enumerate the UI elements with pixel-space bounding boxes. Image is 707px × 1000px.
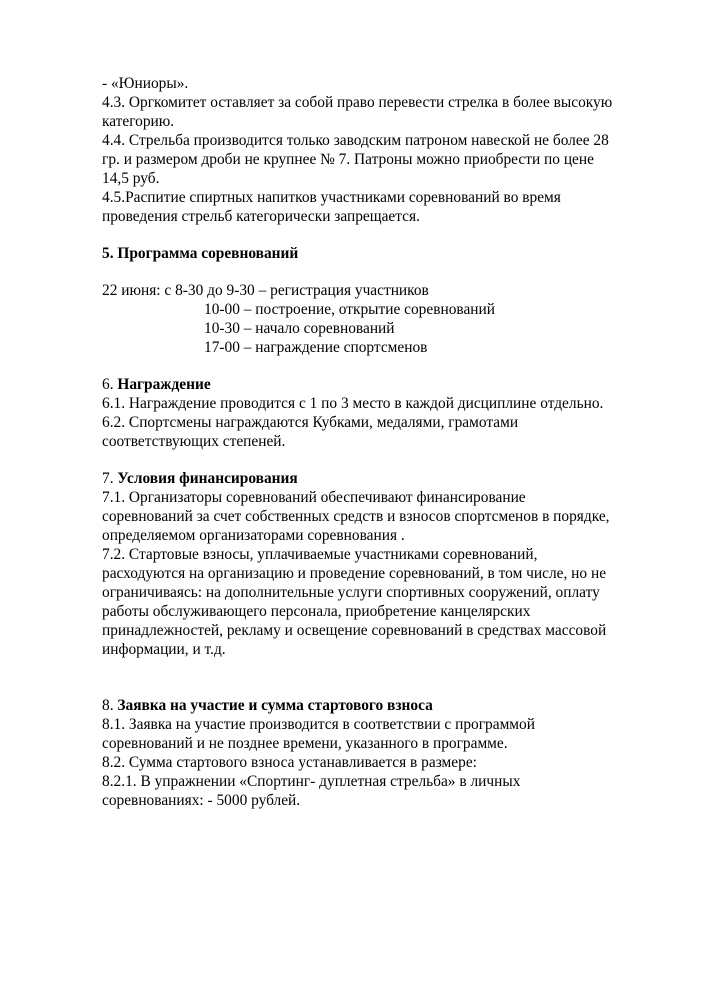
paragraph-6-2-line-2: соответствующих степеней. — [102, 433, 286, 450]
paragraph-4-3-line-1: 4.3. Оргкомитет оставляет за собой право перевести стрелка в более высокую — [102, 94, 613, 111]
paragraph-7-2-line-5: принадлежностей, рекламу и освещение соревнований в средствах массовой — [102, 622, 607, 639]
paragraph-7-2-line-3: ограничиваясь: на дополнительные услуги спортивных сооружений, оплату — [102, 584, 600, 601]
section-6-heading-text: Награждение — [117, 376, 211, 393]
paragraph-7-2-line-2: расходуются на организацию и проведение соревнований, в том числе, но не — [102, 565, 607, 582]
paragraph-8-2: 8.2. Сумма стартового взноса устанавливается в размере: — [102, 754, 477, 771]
section-7-heading-number: 7. — [102, 470, 118, 487]
paragraph-4-4-line-2: гр. и размером дроби не крупнее № 7. Патроны можно приобрести по цене — [102, 151, 594, 168]
paragraph-7-1-line-3: определяемом организаторами соревнования . — [102, 527, 405, 544]
paragraph-7-2-line-1: 7.2. Стартовые взносы, уплачиваемые участниками соревнований, — [102, 546, 538, 563]
section-7-heading — [102, 469, 298, 488]
section-7-heading-text: Условия финансирования — [117, 470, 298, 487]
section-8-heading-number: 8. — [102, 697, 118, 714]
section-5-heading: 5. Программа соревнований — [102, 245, 299, 262]
paragraph-6-1: 6.1. Награждение проводится с 1 по 3 место в каждой дисциплине отдельно. — [102, 395, 604, 412]
paragraph-7-2-line-4: работы обслуживающего персонала, приобретение канцелярских — [102, 603, 531, 620]
schedule-line-2: 10-00 – построение, открытие соревнований — [204, 301, 495, 318]
juniors-line: - «Юниоры». — [102, 75, 189, 92]
paragraph-7-1-line-2: соревнований за счет собственных средств и взносов спортсменов в порядке, — [102, 508, 610, 525]
paragraph-4-5-line-1: 4.5.Распитие спиртных напитков участниками соревнований во время — [102, 189, 561, 206]
schedule-line-1: 22 июня: с 8-30 до 9-30 – регистрация участников — [102, 282, 429, 299]
section-8-heading — [102, 696, 433, 715]
paragraph-6-2-line-1: 6.2. Спортсмены награждаются Кубками, медалями, грамотами — [102, 414, 519, 431]
paragraph-7-1-line-1: 7.1. Организаторы соревнований обеспечивают финансирование — [102, 489, 526, 506]
section-8-heading-text: Заявка на участие и сумма стартового взноса — [117, 697, 433, 714]
paragraph-8-2-1-line-2: соревнованиях: - 5000 рублей. — [102, 792, 301, 809]
paragraph-8-2-1-line-1: 8.2.1. В упражнении «Спортинг- дуплетная стрельба» в личных — [102, 773, 521, 790]
section-6-heading — [102, 375, 211, 394]
paragraph-4-4-line-1: 4.4. Стрельба производится только заводским патроном навеской не более 28 — [102, 132, 609, 149]
paragraph-4-5-line-2: проведения стрельб категорически запрещается. — [102, 208, 420, 225]
paragraph-4-4-line-3: 14,5 руб. — [102, 170, 160, 187]
paragraph-7-2-line-6: информации, и т.д. — [102, 641, 226, 658]
paragraph-8-1-line-2: соревнований и не позднее времени, указанного в программе. — [102, 735, 508, 752]
paragraph-4-3-line-2: категорию. — [102, 113, 175, 130]
schedule-line-4: 17-00 – награждение спортсменов — [204, 339, 428, 356]
schedule-line-3: 10-30 – начало соревнований — [204, 320, 395, 337]
paragraph-8-1-line-1: 8.1. Заявка на участие производится в соответствии с программой — [102, 716, 535, 733]
section-6-heading-number: 6. — [102, 376, 118, 393]
